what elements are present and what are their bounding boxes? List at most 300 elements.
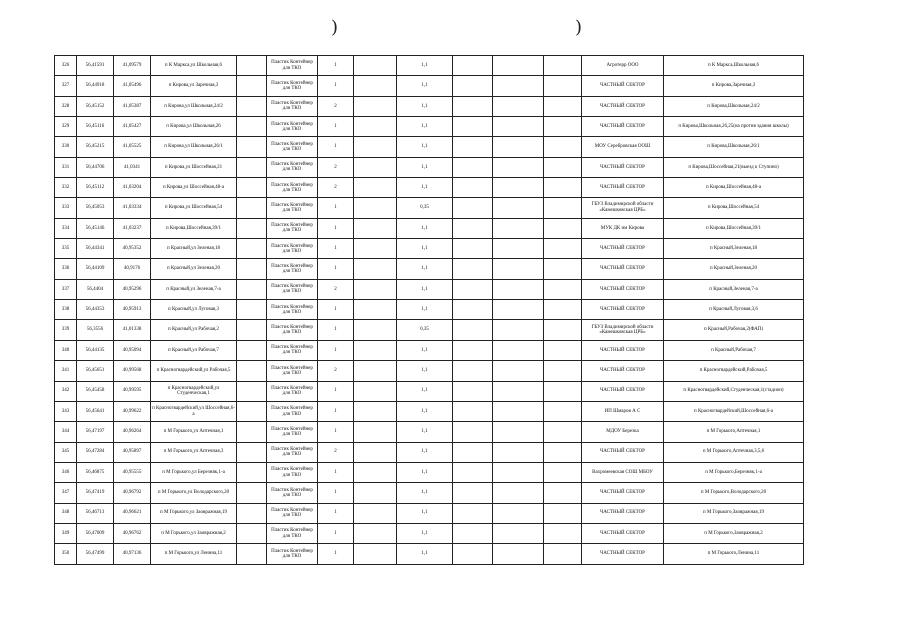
- cell-empty: [493, 340, 544, 360]
- cell-empty: [493, 279, 544, 299]
- cell-number: 337: [55, 279, 77, 299]
- cell-container-type: Пластик Контейнер для ТКО: [267, 157, 318, 177]
- cell-number: 328: [55, 96, 77, 116]
- cell-empty: [237, 462, 267, 482]
- cell-count: 2: [318, 178, 354, 198]
- cell-container-type: Пластик Контейнер для ТКО: [267, 544, 318, 564]
- cell-count: 1: [318, 422, 354, 442]
- cell-volume: 1,1: [397, 462, 453, 482]
- cell-volume: 1,1: [397, 483, 453, 503]
- cell-empty: [453, 523, 493, 543]
- cell-empty: [453, 340, 493, 360]
- cell-empty: [453, 239, 493, 259]
- cell-empty: [544, 300, 582, 320]
- cell-volume: 1,1: [397, 76, 453, 96]
- cell-count: 2: [318, 157, 354, 177]
- cell-address: п Красногвардейский,ул Студенческая,1: [151, 381, 237, 401]
- cell-count: 2: [318, 442, 354, 462]
- cell-empty: [493, 503, 544, 523]
- cell-latitude: 56,47499: [77, 544, 114, 564]
- cell-empty: [453, 137, 493, 157]
- cell-latitude: 56,47197: [77, 422, 114, 442]
- cell-address: п Красный,ул Зеленая,7-а: [151, 279, 237, 299]
- cell-empty: [544, 178, 582, 198]
- cell-number: 334: [55, 218, 77, 238]
- cell-number: 329: [55, 117, 77, 137]
- cell-latitude: 56,45152: [77, 96, 114, 116]
- cell-longitude: 41,09579: [114, 56, 151, 76]
- cell-empty: [354, 76, 397, 96]
- cell-address: п М Горького,ул Володарского,20: [151, 483, 237, 503]
- cell-empty: [354, 117, 397, 137]
- table-row: [55, 96, 804, 116]
- cell-longitude: 41,03237: [114, 218, 151, 238]
- cell-address: п М Горького,ул Заовражная,2: [151, 523, 237, 543]
- cell-longitude: 41,05387: [114, 96, 151, 116]
- cell-volume: 1,1: [397, 279, 453, 299]
- cell-owner-address: п М Горького,Березняк,1-а: [664, 462, 804, 482]
- cell-address: п М Горького,ул Аптечная,1: [151, 422, 237, 442]
- cell-count: 1: [318, 300, 354, 320]
- cell-latitude: 56,46875: [77, 462, 114, 482]
- cell-empty: [354, 157, 397, 177]
- cell-longitude: 41,03204: [114, 178, 151, 198]
- cell-count: 1: [318, 523, 354, 543]
- cell-volume: 1,1: [397, 300, 453, 320]
- cell-longitude: 41,0341: [114, 157, 151, 177]
- cell-container-type: Пластик Контейнер для ТКО: [267, 381, 318, 401]
- cell-number: 330: [55, 137, 77, 157]
- cell-empty: [354, 483, 397, 503]
- cell-owner: МДОУ Березка: [582, 422, 664, 442]
- cell-empty: [544, 422, 582, 442]
- cell-owner: Вахромеевская СОШ МБОУ: [582, 462, 664, 482]
- cell-count: 2: [318, 279, 354, 299]
- cell-address: п Красногвардейский,ул Шоссейная,6-а: [151, 401, 237, 421]
- cell-latitude: 56,45651: [77, 361, 114, 381]
- cell-owner-address: п Красногвардейский,Шоссейная,6-а: [664, 401, 804, 421]
- cell-latitude: 56,47284: [77, 442, 114, 462]
- table-row: [55, 279, 804, 299]
- cell-empty: [544, 259, 582, 279]
- cell-empty: [453, 544, 493, 564]
- table-row: [55, 361, 804, 381]
- cell-empty: [354, 442, 397, 462]
- cell-number: 335: [55, 239, 77, 259]
- cell-volume: 1,1: [397, 523, 453, 543]
- cell-address: п Красный,ул Рабочая,2: [151, 320, 237, 340]
- cell-container-type: Пластик Контейнер для ТКО: [267, 279, 318, 299]
- cell-volume: 1,1: [397, 340, 453, 360]
- cell-address: п Кирова,ул Шоссейная,54: [151, 198, 237, 218]
- cell-count: 1: [318, 483, 354, 503]
- table-body: [55, 56, 804, 565]
- cell-empty: [237, 442, 267, 462]
- cell-empty: [237, 300, 267, 320]
- cell-owner-address: п Кирова,Шоссейная,48-а: [664, 178, 804, 198]
- cell-empty: [354, 503, 397, 523]
- cell-owner-address: п Красный,Луговая,3,6: [664, 300, 804, 320]
- cell-empty: [453, 401, 493, 421]
- cell-container-type: Пластик Контейнер для ТКО: [267, 300, 318, 320]
- cell-owner-address: п М Горького,Ленина,11: [664, 544, 804, 564]
- cell-number: 340: [55, 340, 77, 360]
- cell-empty: [354, 361, 397, 381]
- table-row: [55, 117, 804, 137]
- cell-longitude: 40,95352: [114, 239, 151, 259]
- cell-empty: [544, 483, 582, 503]
- cell-owner: ЧАСТНЫЙ СЕКТОР: [582, 178, 664, 198]
- cell-number: 339: [55, 320, 77, 340]
- cell-empty: [544, 137, 582, 157]
- cell-empty: [453, 157, 493, 177]
- cell-longitude: 40,96792: [114, 483, 151, 503]
- cell-container-type: Пластик Контейнер для ТКО: [267, 259, 318, 279]
- cell-empty: [544, 401, 582, 421]
- cell-owner-address: п Кирова,Школьная,26/1: [664, 137, 804, 157]
- cell-latitude: 56,45053: [77, 198, 114, 218]
- cell-volume: 1,1: [397, 422, 453, 442]
- cell-container-type: Пластик Контейнер для ТКО: [267, 483, 318, 503]
- cell-empty: [237, 422, 267, 442]
- cell-empty: [493, 117, 544, 137]
- cell-empty: [354, 300, 397, 320]
- cell-owner: ЧАСТНЫЙ СЕКТОР: [582, 96, 664, 116]
- cell-empty: [354, 137, 397, 157]
- cell-empty: [544, 361, 582, 381]
- cell-empty: [544, 117, 582, 137]
- cell-empty: [493, 523, 544, 543]
- cell-empty: [237, 178, 267, 198]
- cell-longitude: 40,99595: [114, 381, 151, 401]
- cell-empty: [354, 401, 397, 421]
- cell-empty: [544, 340, 582, 360]
- cell-number: 348: [55, 503, 77, 523]
- cell-container-type: Пластик Контейнер для ТКО: [267, 76, 318, 96]
- table-row: [55, 503, 804, 523]
- table-row: [55, 239, 804, 259]
- cell-latitude: 56,44353: [77, 300, 114, 320]
- cell-longitude: 41,01338: [114, 320, 151, 340]
- cell-empty: [544, 381, 582, 401]
- cell-volume: 1,1: [397, 56, 453, 76]
- cell-number: 326: [55, 56, 77, 76]
- cell-count: 2: [318, 361, 354, 381]
- table-row: [55, 320, 804, 340]
- cell-container-type: Пластик Контейнер для ТКО: [267, 361, 318, 381]
- cell-count: 1: [318, 239, 354, 259]
- cell-count: 1: [318, 381, 354, 401]
- cell-empty: [237, 117, 267, 137]
- cell-container-type: Пластик Контейнер для ТКО: [267, 340, 318, 360]
- cell-latitude: 56,44918: [77, 76, 114, 96]
- cell-empty: [493, 361, 544, 381]
- cell-empty: [354, 381, 397, 401]
- cell-empty: [544, 96, 582, 116]
- cell-container-type: Пластик Контейнер для ТКО: [267, 422, 318, 442]
- cell-latitude: 56,45641: [77, 401, 114, 421]
- cell-address: п М Горького,ул Заовражная,19: [151, 503, 237, 523]
- cell-empty: [493, 137, 544, 157]
- cell-owner: ЧАСТНЫЙ СЕКТОР: [582, 117, 664, 137]
- cell-empty: [493, 56, 544, 76]
- cell-empty: [493, 198, 544, 218]
- cell-count: 1: [318, 137, 354, 157]
- cell-volume: 1,1: [397, 239, 453, 259]
- cell-empty: [237, 279, 267, 299]
- cell-empty: [354, 544, 397, 564]
- cell-empty: [237, 198, 267, 218]
- cell-latitude: 56,41591: [77, 56, 114, 76]
- cell-empty: [493, 157, 544, 177]
- table-row: [55, 178, 804, 198]
- punch-hole-mark-left: ): [331, 17, 339, 38]
- cell-container-type: Пластик Контейнер для ТКО: [267, 523, 318, 543]
- registry-sheet: [54, 55, 803, 565]
- cell-empty: [237, 218, 267, 238]
- cell-address: п Красный,ул Рабочая,7: [151, 340, 237, 360]
- cell-empty: [237, 381, 267, 401]
- cell-number: 350: [55, 544, 77, 564]
- cell-empty: [453, 76, 493, 96]
- table-row: [55, 259, 804, 279]
- cell-empty: [354, 523, 397, 543]
- cell-address: п К Маркса,ул Школьная,6: [151, 56, 237, 76]
- cell-count: 1: [318, 76, 354, 96]
- cell-empty: [493, 178, 544, 198]
- cell-owner-address: п Кирова,Шоссейная,54: [664, 198, 804, 218]
- cell-empty: [493, 483, 544, 503]
- table-row: [55, 462, 804, 482]
- table-row: [55, 76, 804, 96]
- cell-empty: [237, 157, 267, 177]
- cell-empty: [237, 544, 267, 564]
- cell-owner-address: п Кирова,Шоссейная,39/1: [664, 218, 804, 238]
- cell-empty: [453, 442, 493, 462]
- cell-empty: [354, 462, 397, 482]
- cell-number: 344: [55, 422, 77, 442]
- cell-count: 1: [318, 117, 354, 137]
- cell-empty: [237, 320, 267, 340]
- cell-owner-address: п Красный,Зеленая,18: [664, 239, 804, 259]
- cell-empty: [237, 56, 267, 76]
- cell-address: п Кирова,ул Школьная,24/2: [151, 96, 237, 116]
- cell-address: п Кирова,ул Шоссейная,48-а: [151, 178, 237, 198]
- cell-address: п Красногвардейский,ул Рабочая,5: [151, 361, 237, 381]
- cell-address: п М Горького,ул Ленина,11: [151, 544, 237, 564]
- cell-empty: [544, 442, 582, 462]
- table-row: [55, 218, 804, 238]
- cell-container-type: Пластик Контейнер для ТКО: [267, 96, 318, 116]
- cell-empty: [493, 462, 544, 482]
- cell-empty: [354, 239, 397, 259]
- cell-volume: 1,1: [397, 218, 453, 238]
- cell-container-type: Пластик Контейнер для ТКО: [267, 401, 318, 421]
- table-row: [55, 523, 804, 543]
- cell-longitude: 40,97136: [114, 544, 151, 564]
- cell-empty: [544, 239, 582, 259]
- cell-empty: [453, 361, 493, 381]
- cell-container-type: Пластик Контейнер для ТКО: [267, 137, 318, 157]
- cell-owner-address: п М Горького,Аптечная,3,5,6: [664, 442, 804, 462]
- cell-empty: [453, 117, 493, 137]
- cell-empty: [493, 259, 544, 279]
- cell-number: 343: [55, 401, 77, 421]
- cell-latitude: 56,4404: [77, 279, 114, 299]
- cell-latitude: 56,44109: [77, 259, 114, 279]
- cell-empty: [493, 381, 544, 401]
- cell-empty: [493, 218, 544, 238]
- cell-longitude: 40,99568: [114, 361, 151, 381]
- cell-owner: ЧАСТНЫЙ СЕКТОР: [582, 381, 664, 401]
- cell-owner: ЧАСТНЫЙ СЕКТОР: [582, 483, 664, 503]
- cell-empty: [493, 442, 544, 462]
- cell-empty: [544, 218, 582, 238]
- cell-address: п М Горького,ул Аптечная,3: [151, 442, 237, 462]
- cell-owner: ЧАСТНЫЙ СЕКТОР: [582, 442, 664, 462]
- cell-count: 1: [318, 198, 354, 218]
- cell-empty: [237, 523, 267, 543]
- cell-owner: МОУ Серебровская ООШ: [582, 137, 664, 157]
- cell-latitude: 56,44706: [77, 157, 114, 177]
- cell-owner-address: п М Горького,Володарского,20: [664, 483, 804, 503]
- cell-count: 1: [318, 259, 354, 279]
- cell-number: 333: [55, 198, 77, 218]
- cell-empty: [453, 483, 493, 503]
- cell-empty: [453, 422, 493, 442]
- cell-empty: [237, 483, 267, 503]
- cell-empty: [354, 279, 397, 299]
- cell-empty: [544, 157, 582, 177]
- cell-owner: ЧАСТНЫЙ СЕКТОР: [582, 300, 664, 320]
- cell-empty: [237, 259, 267, 279]
- cell-container-type: Пластик Контейнер для ТКО: [267, 56, 318, 76]
- cell-empty: [453, 96, 493, 116]
- cell-number: 332: [55, 178, 77, 198]
- cell-container-type: Пластик Контейнер для ТКО: [267, 239, 318, 259]
- cell-owner-address: п Красный,Зеленая,7-а: [664, 279, 804, 299]
- cell-number: 349: [55, 523, 77, 543]
- cell-address: п Кирова,ул Заречная,3: [151, 76, 237, 96]
- cell-address: п М Горького,ул Березняк,1-а: [151, 462, 237, 482]
- cell-volume: 1,1: [397, 157, 453, 177]
- cell-longitude: 40,96264: [114, 422, 151, 442]
- cell-longitude: 41,03334: [114, 198, 151, 218]
- cell-number: 342: [55, 381, 77, 401]
- cell-count: 1: [318, 218, 354, 238]
- cell-longitude: 40,9176: [114, 259, 151, 279]
- cell-volume: 1,1: [397, 544, 453, 564]
- table-row: [55, 442, 804, 462]
- cell-empty: [544, 523, 582, 543]
- cell-number: 341: [55, 361, 77, 381]
- cell-longitude: 40,95296: [114, 279, 151, 299]
- cell-empty: [453, 320, 493, 340]
- cell-volume: 1,1: [397, 503, 453, 523]
- cell-empty: [453, 198, 493, 218]
- cell-empty: [544, 56, 582, 76]
- cell-owner-address: п Красногвардейский,Студенческая,1(стадион): [664, 381, 804, 401]
- cell-empty: [237, 340, 267, 360]
- cell-number: 347: [55, 483, 77, 503]
- cell-empty: [453, 259, 493, 279]
- cell-owner-address: п Красный,Зеленая,20: [664, 259, 804, 279]
- cell-empty: [544, 279, 582, 299]
- cell-empty: [453, 381, 493, 401]
- cell-empty: [354, 259, 397, 279]
- cell-address: п Кирова,ул Школьная,26: [151, 117, 237, 137]
- cell-longitude: 41,05496: [114, 76, 151, 96]
- cell-volume: 0,35: [397, 198, 453, 218]
- cell-container-type: Пластик Контейнер для ТКО: [267, 320, 318, 340]
- cell-empty: [453, 300, 493, 320]
- cell-volume: 0,35: [397, 320, 453, 340]
- cell-owner-address: п Кирова,Заречная,3: [664, 76, 804, 96]
- cell-owner-address: п Кирова,Шоссейная,21(выезд к Ступино): [664, 157, 804, 177]
- cell-count: 1: [318, 340, 354, 360]
- cell-empty: [493, 96, 544, 116]
- cell-container-type: Пластик Контейнер для ТКО: [267, 218, 318, 238]
- cell-empty: [354, 320, 397, 340]
- cell-container-type: Пластик Контейнер для ТКО: [267, 117, 318, 137]
- cell-empty: [354, 198, 397, 218]
- cell-count: 2: [318, 96, 354, 116]
- cell-volume: 1,1: [397, 96, 453, 116]
- cell-empty: [453, 178, 493, 198]
- cell-number: 336: [55, 259, 77, 279]
- cell-owner: ЧАСТНЫЙ СЕКТОР: [582, 340, 664, 360]
- cell-address: п Кирова,ул Школьная,26/1: [151, 137, 237, 157]
- cell-count: 1: [318, 544, 354, 564]
- cell-latitude: 56,45112: [77, 178, 114, 198]
- cell-empty: [354, 340, 397, 360]
- cell-empty: [453, 462, 493, 482]
- table-row: [55, 198, 804, 218]
- cell-address: п Кирова,Шоссейная,39/1: [151, 218, 237, 238]
- cell-owner-address: п Красный,Рабочая,2(ФАП): [664, 320, 804, 340]
- cell-address: п Красный,ул Зеленая,18: [151, 239, 237, 259]
- cell-empty: [493, 239, 544, 259]
- cell-address: п Кирова,ул Шоссейная,21: [151, 157, 237, 177]
- cell-owner: ЧАСТНЫЙ СЕКТОР: [582, 544, 664, 564]
- cell-volume: 1,1: [397, 442, 453, 462]
- cell-empty: [354, 422, 397, 442]
- cell-count: 1: [318, 462, 354, 482]
- cell-empty: [354, 178, 397, 198]
- cell-owner-address: п М Горького,Заовражная,2: [664, 523, 804, 543]
- cell-empty: [237, 361, 267, 381]
- cell-address: п Красный,ул Луговая,3: [151, 300, 237, 320]
- table-row: [55, 381, 804, 401]
- cell-container-type: Пластик Контейнер для ТКО: [267, 462, 318, 482]
- cell-volume: 1,1: [397, 178, 453, 198]
- cell-owner: ЧАСТНЫЙ СЕКТОР: [582, 523, 664, 543]
- cell-container-type: Пластик Контейнер для ТКО: [267, 442, 318, 462]
- table-row: [55, 544, 804, 564]
- cell-owner-address: п М Горького,Аптечная,1: [664, 422, 804, 442]
- cell-container-type: Пластик Контейнер для ТКО: [267, 503, 318, 523]
- table-row: [55, 340, 804, 360]
- cell-latitude: 56,45116: [77, 117, 114, 137]
- table-row: [55, 422, 804, 442]
- cell-longitude: 40,95094: [114, 340, 151, 360]
- cell-owner-address: п Кирова,Школьная,24/2: [664, 96, 804, 116]
- cell-owner: ИП Шмаров А С: [582, 401, 664, 421]
- cell-container-type: Пластик Контейнер для ТКО: [267, 198, 318, 218]
- cell-empty: [544, 76, 582, 96]
- cell-empty: [354, 218, 397, 238]
- cell-owner-address: п М Горького,Заовражная,19: [664, 503, 804, 523]
